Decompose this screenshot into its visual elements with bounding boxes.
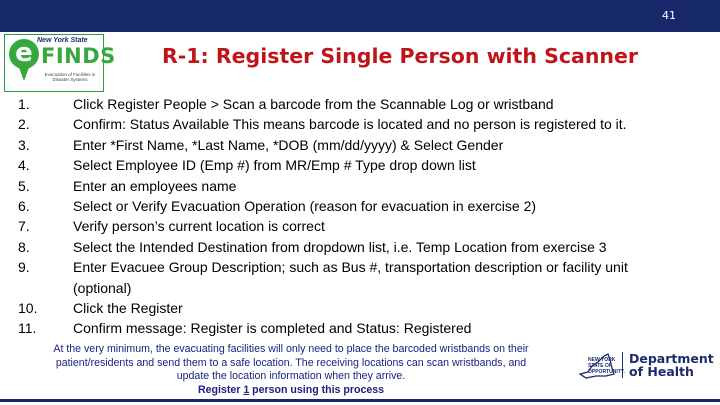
logo-brand: FINDS xyxy=(41,44,116,68)
step-number: 11. xyxy=(18,320,37,337)
step-number: 7. xyxy=(18,218,30,235)
step-text: Click the Register xyxy=(73,300,183,317)
nys-wordmark: NEW YORK STATE OF OPPORTUNITY. xyxy=(588,357,625,375)
step-item xyxy=(18,216,718,236)
step-item xyxy=(18,257,718,277)
efinds-logo xyxy=(4,34,116,92)
step-item xyxy=(18,94,718,114)
footer-line-3: update the location information when they arrive. xyxy=(176,370,406,383)
steps-list xyxy=(18,94,718,339)
slide-title: R-1: Register Single Person with Scanner xyxy=(161,44,639,68)
step-text: Select Employee ID (Emp #) from MR/Emp # Type drop down list xyxy=(73,157,476,174)
header-bar xyxy=(0,0,720,32)
step-item xyxy=(18,114,718,134)
step-text: Select the Intended Destination from dropdown list, i.e. Temp Location from exercise 3 xyxy=(73,238,607,255)
footer-line-2: patient/residents and send them to a safe location. The receiving locations can scan wristbands, and xyxy=(55,356,527,369)
step-item xyxy=(18,155,718,175)
footer-line-1: At the very minimum, the evacuating facilities will only need to place the barcoded wristbands on their xyxy=(53,343,529,355)
step-text: Click Register People > Scan a barcode from the Scannable Log or wristband xyxy=(73,96,554,112)
step-number: 3. xyxy=(18,136,30,153)
step-text: Enter Evacuee Group Description; such as Bus #, transportation description or facility unit xyxy=(73,259,628,276)
step-text: (optional) xyxy=(73,279,132,296)
step-item xyxy=(18,318,718,338)
footer-note xyxy=(16,343,566,397)
doh-wordmark: Department of Health xyxy=(622,352,714,378)
logo-state-text: New York State xyxy=(37,37,88,44)
step-text: Confirm: Status Available This means barcode is located and no person is registered to it. xyxy=(73,116,627,133)
footer-cta: Register 1 person using this process xyxy=(197,383,385,396)
step-text: Enter an employees name xyxy=(73,177,237,194)
bottom-rule xyxy=(0,399,720,402)
step-number: 1. xyxy=(18,96,30,112)
step-number: 9. xyxy=(18,259,30,276)
step-number: 4. xyxy=(18,157,30,174)
step-item xyxy=(18,196,718,216)
step-item xyxy=(18,278,718,298)
step-text: Select or Verify Evacuation Operation (reason for evacuation in exercise 2) xyxy=(73,198,537,215)
step-text: Confirm message: Register is completed and Status: Registered xyxy=(73,320,472,337)
logo-tagline: Evacuation of Facilities in Disaster Systems xyxy=(44,72,96,82)
step-text: Enter *First Name, *Last Name, *DOB (mm/dd/yyyy) & Select Gender xyxy=(73,136,504,153)
step-number: 10. xyxy=(18,300,38,317)
step-item xyxy=(18,237,718,257)
step-number: 2. xyxy=(18,116,30,133)
step-text: Verify person’s current location is correct xyxy=(73,218,325,235)
step-number: 8. xyxy=(18,238,30,255)
step-item xyxy=(18,135,718,155)
step-number xyxy=(18,278,73,298)
step-number: 5. xyxy=(18,177,30,194)
pin-tip-icon xyxy=(18,65,30,81)
logo-letter: e xyxy=(15,38,33,68)
step-item xyxy=(18,176,718,196)
slide-number: 41 xyxy=(662,9,676,22)
step-item xyxy=(18,298,718,318)
step-number: 6. xyxy=(18,198,30,215)
